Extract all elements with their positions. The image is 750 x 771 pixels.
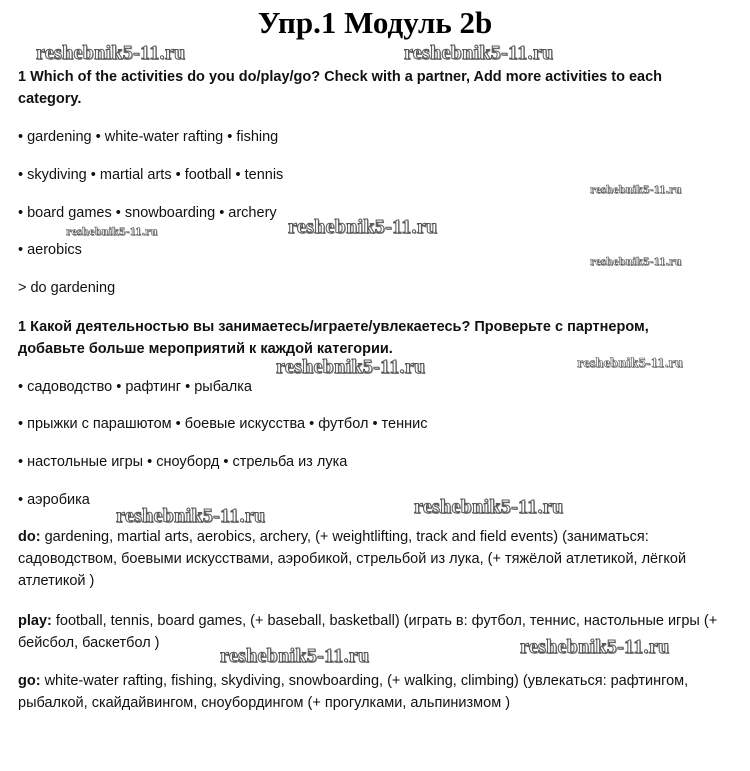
task-en: 1 Which of the activities do you do/play/go? Check with a partner, Add more activities to each category. — [18, 69, 663, 107]
answer-go-text: white-water rafting, fishing, skydiving, snowboarding, (+ walking, climbing) (увлекаться: рафтингом, рыбалкой, скайдайвингом, сноубордингом (+ прогулками, альпинизмом ) — [18, 673, 689, 711]
answer-do — [18, 526, 718, 592]
watermark: reshebnik5-11.ru — [288, 216, 438, 238]
activities-line-3-en: • board games • snowboarding • archery — [18, 205, 277, 221]
watermark: reshebnik5-11.ru — [577, 356, 684, 371]
answer-do-label: do: — [18, 529, 41, 545]
watermark: reshebnik5-11.ru — [36, 42, 186, 64]
watermark: reshebnik5-11.ru — [520, 636, 670, 658]
watermark: reshebnik5-11.ru — [590, 182, 682, 196]
watermark: reshebnik5-11.ru — [276, 356, 426, 378]
activities-line-2-ru: • прыжки с парашютом • боевые искусства • футбол • теннис — [18, 416, 428, 432]
task-ru: 1 Какой деятельностью вы занимаетесь/играете/увлекаетесь? Проверьте с партнером, добавьте больше мероприятий к каждой категории. — [18, 319, 649, 357]
activities-line-3-ru: • настольные игры • сноуборд • стрельба из лука — [18, 454, 348, 470]
activities-line-4-en: • aerobics — [18, 242, 82, 258]
page-title: Упр.1 Модуль 2b — [257, 5, 493, 40]
watermark: reshebnik5-11.ru — [116, 505, 266, 527]
answer-play-label: play: — [18, 613, 52, 629]
activities-line-2-en: • skydiving • martial arts • football • tennis — [18, 167, 284, 183]
watermark: reshebnik5-11.ru — [66, 224, 158, 238]
watermark: reshebnik5-11.ru — [404, 42, 554, 64]
answer-go-label: go: — [18, 673, 41, 689]
watermark: reshebnik5-11.ru — [590, 254, 682, 268]
watermark: reshebnik5-11.ru — [220, 645, 370, 667]
answer-play-text: football, tennis, board games, (+ baseball, basketball) (играть в: футбол, теннис, настольные игры (+ бейсбол, баскетбол ) — [18, 613, 718, 651]
example-line: > do gardening — [18, 280, 116, 296]
activities-line-4-ru: • аэробика — [18, 492, 90, 508]
activities-line-1-en: • gardening • white-water rafting • fishing — [18, 129, 279, 145]
activities-line-1-ru: • садоводство • рафтинг • рыбалка — [18, 379, 252, 395]
answer-go — [18, 670, 718, 714]
watermark: reshebnik5-11.ru — [414, 496, 564, 518]
answer-do-text: gardening, martial arts, aerobics, archery, (+ weightlifting, track and field events) (заниматься: садоводством, боевыми искусствами, аэробикой, стрельбой из лука, (+ тяжёлой атлетикой, лёгкой атлетикой ) — [18, 529, 687, 589]
